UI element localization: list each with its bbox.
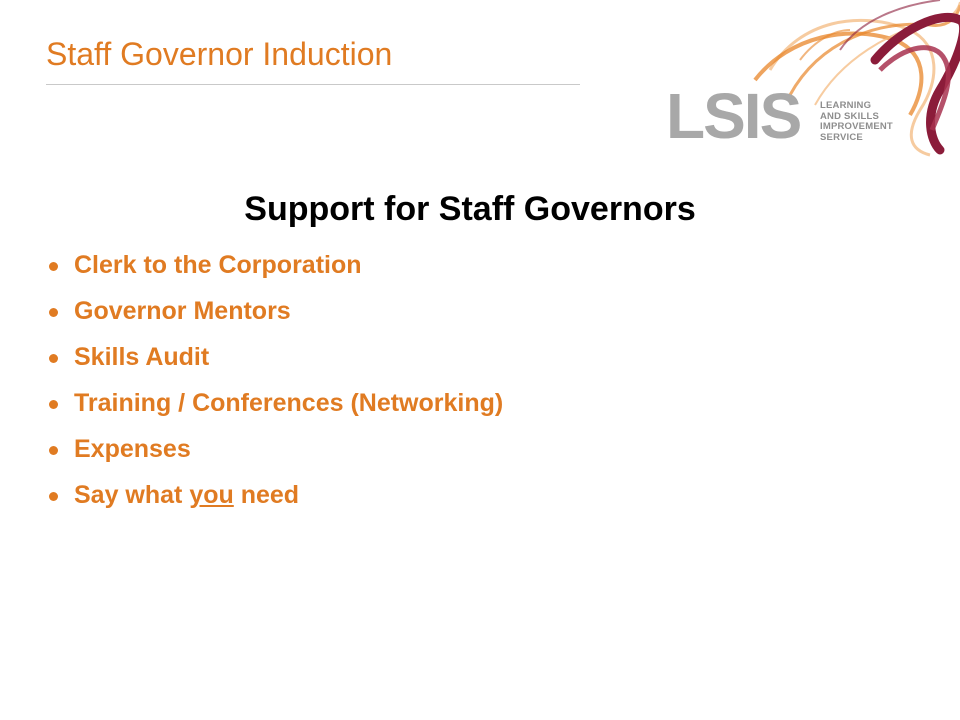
bullet-item bbox=[46, 293, 503, 339]
bullet-text: Expenses bbox=[74, 435, 191, 463]
bullet-item bbox=[46, 477, 503, 523]
bullet-dot-icon bbox=[49, 446, 58, 455]
bullet-text-emphasis: you bbox=[189, 481, 234, 509]
slide-heading: Support for Staff Governors bbox=[244, 190, 696, 228]
bullet-item bbox=[46, 339, 503, 385]
bullet-dot-icon bbox=[49, 308, 58, 317]
lsis-tagline-line: IMPROVEMENT bbox=[820, 121, 893, 132]
bullet-list bbox=[46, 247, 503, 523]
bullet-text: Skills Audit bbox=[74, 343, 210, 371]
lsis-tagline-line: AND SKILLS bbox=[820, 110, 879, 122]
slide-header-title: Staff Governor Induction bbox=[46, 36, 393, 72]
bullet-text-post: need bbox=[233, 481, 300, 509]
bullet-dot-icon bbox=[49, 400, 58, 409]
bullet-text-pre: Say what bbox=[74, 481, 190, 509]
lsis-tagline bbox=[820, 101, 893, 143]
bullet-item bbox=[46, 247, 503, 293]
bullet-text: Training / Conferences (Networking) bbox=[74, 389, 504, 417]
bullet-dot-icon bbox=[49, 354, 58, 363]
lsis-tagline-line: LEARNING bbox=[820, 100, 872, 111]
header-divider bbox=[46, 84, 580, 85]
bullet-item bbox=[46, 385, 503, 431]
bullet-text: Clerk to the Corporation bbox=[74, 251, 362, 279]
lsis-wordmark: LSIS bbox=[666, 80, 801, 152]
bullet-dot-icon bbox=[49, 262, 58, 271]
lsis-tagline-line: SERVICE bbox=[820, 131, 863, 143]
bullet-text: Governor Mentors bbox=[74, 297, 291, 325]
bullet-item bbox=[46, 431, 503, 477]
bullet-dot-icon bbox=[49, 492, 58, 501]
